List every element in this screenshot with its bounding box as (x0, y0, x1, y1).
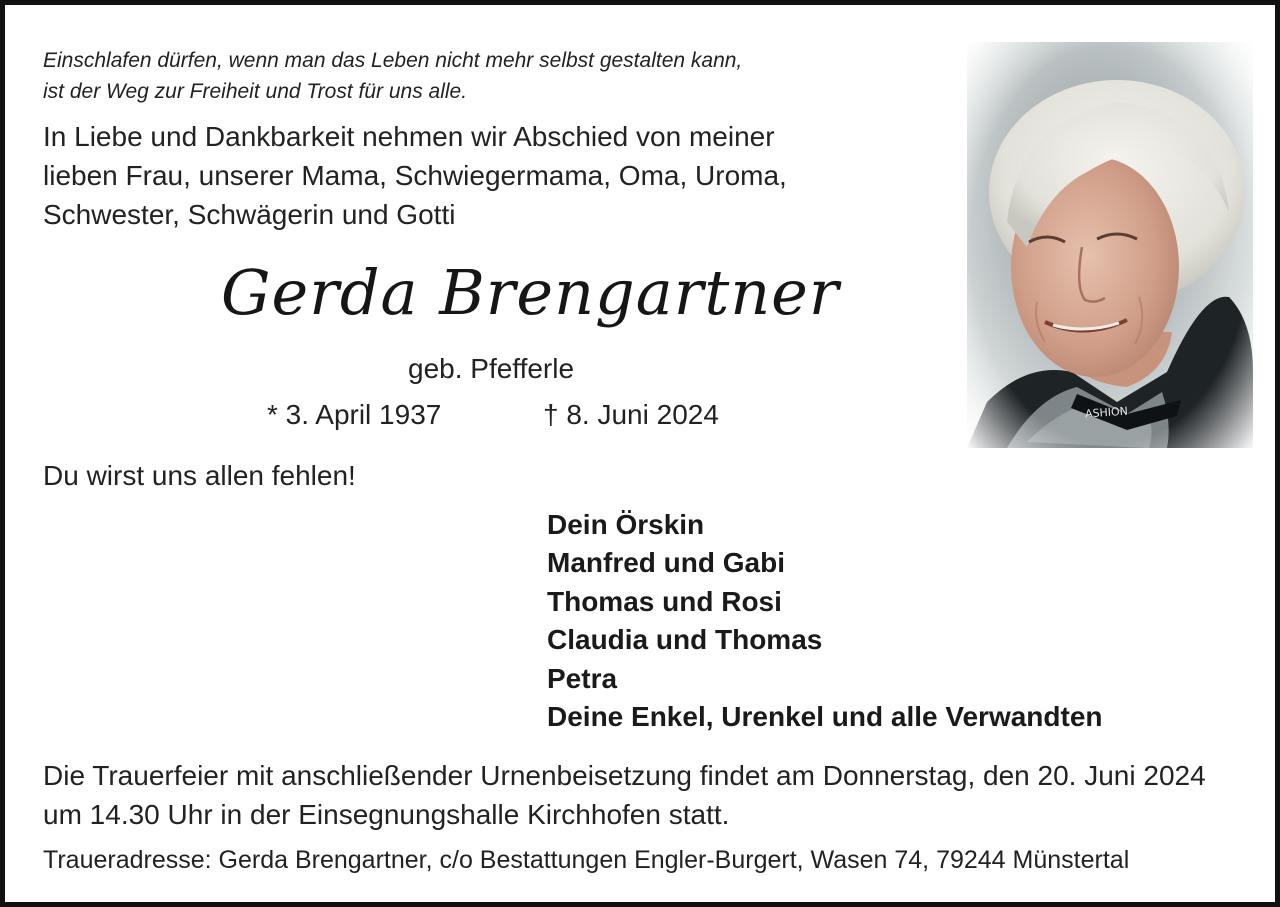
motto-line-1: Einschlafen dürfen, wenn man das Leben nicht mehr selbst gestalten kann, (43, 49, 743, 72)
motto-line-2: ist der Weg zur Freiheit und Trost für uns alle. (43, 80, 468, 103)
mourner-item: Deine Enkel, Urenkel und alle Verwandten (547, 701, 1103, 733)
maiden-name: geb. Pfefferle (408, 353, 575, 384)
mourners-list (547, 506, 1103, 736)
mourner-item: Thomas und Rosi (547, 585, 782, 617)
death-date: † 8. Juni 2024 (543, 399, 719, 430)
portrait-illustration (967, 42, 1253, 448)
closing-line: Du wirst uns allen fehlen! (43, 460, 356, 491)
service-line-2: um 14.30 Uhr in der Einsegnungshalle Kirchhofen statt. (43, 799, 730, 830)
mourner-item: Manfred und Gabi (547, 547, 785, 579)
intro-line-3: Schwester, Schwägerin und Gotti (43, 199, 456, 230)
intro-text (43, 117, 787, 234)
mourner-item: Dein Örskin (547, 509, 705, 540)
mourner-item: Claudia und Thomas (547, 624, 823, 656)
deceased-name: Gerda Brengartner (221, 256, 840, 329)
portrait-photo (967, 42, 1253, 448)
mourner-item: Petra (547, 662, 618, 694)
birth-date: * 3. April 1937 (267, 399, 442, 430)
intro-line-2: lieben Frau, unserer Mama, Schwiegermama, Oma, Uroma, (43, 160, 787, 191)
mourning-address: Traueradresse: Gerda Brengartner, c/o Bestattungen Engler-Burgert, Wasen 74, 79244 Münstertal (43, 846, 1130, 874)
funeral-service-info (43, 756, 1206, 834)
motto-quote (43, 45, 742, 107)
intro-line-1: In Liebe und Dankbarkeit nehmen wir Abschied von meiner (43, 121, 775, 152)
service-line-1: Die Trauerfeier mit anschließender Urnenbeisetzung findet am Donnerstag, den 20. Juni 2024 (43, 760, 1206, 791)
